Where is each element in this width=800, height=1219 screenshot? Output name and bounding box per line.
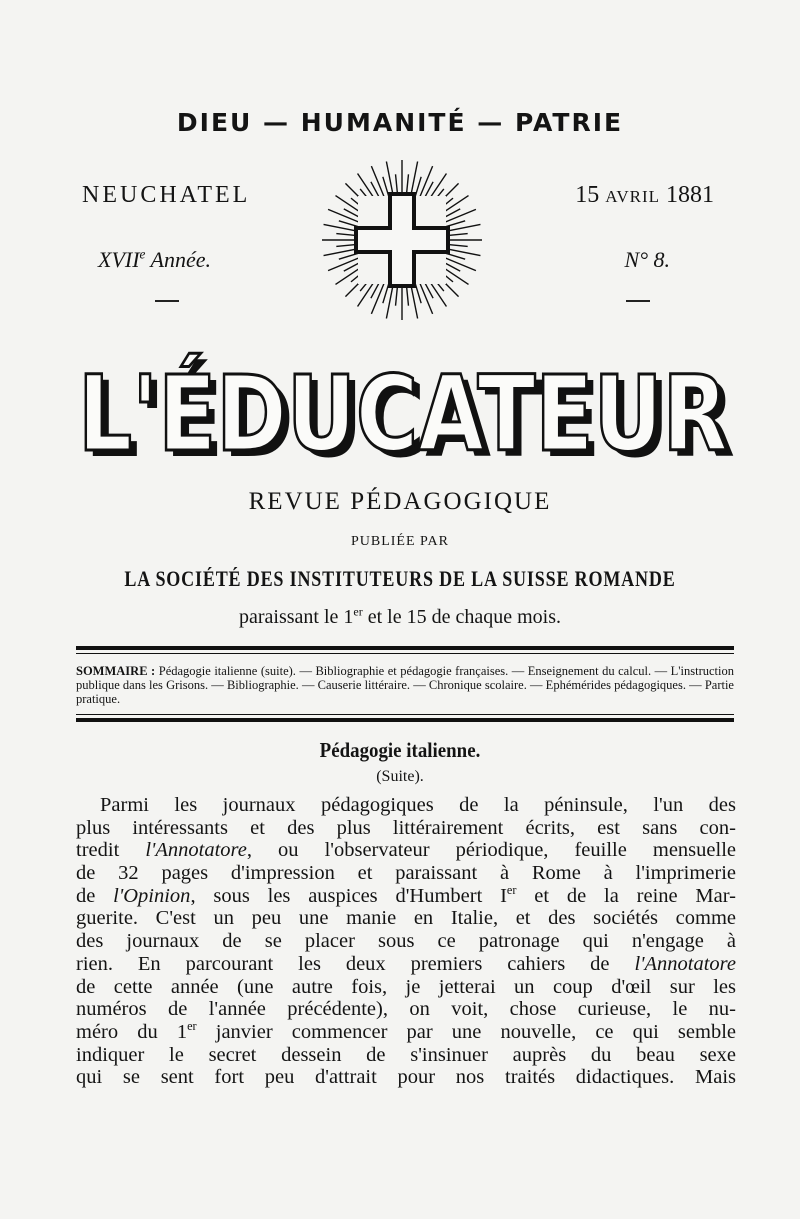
- issue-number: N° 8.: [624, 247, 670, 272]
- rule-top-thick: [76, 646, 734, 650]
- article-body: [76, 794, 736, 1089]
- society-name: LA SOCIÉTÉ DES INSTITUTEURS DE LA SUISSE ROMANDE: [124, 566, 676, 591]
- rule-bottom-thin: [76, 714, 734, 715]
- ornament-dash-left: [155, 300, 179, 302]
- swiss-cross-sunburst-icon: [318, 156, 486, 324]
- motto: DIEU — HUMANITÉ — PATRIE: [176, 108, 624, 137]
- article-line: numéros de l'année précédente), on voit, chose curieuse, le nu-: [76, 998, 736, 1021]
- article-subtitle: (Suite).: [376, 768, 424, 785]
- svg-text:L'ÉDUCATEUR: L'ÉDUCATEUR: [78, 353, 728, 475]
- volume-year: XVIIe Année.: [98, 246, 211, 272]
- article-line: plus intéressants et des plus littérairement écrits, est sans con-: [76, 816, 736, 839]
- rule-top-thin: [76, 653, 734, 654]
- article-line: de cette année (une autre fois, je jetterai un coup d'œil sur les: [76, 975, 736, 998]
- date-year: 1881: [666, 182, 714, 208]
- masthead-title: [68, 350, 738, 481]
- article-line: de l'Opinion, sous les auspices d'Humbert Ier et de la reine Mar-: [76, 882, 736, 907]
- publication-date: [575, 182, 714, 209]
- frequency-line: paraissant le 1er et le 15 de chaque mois.: [238, 604, 561, 628]
- article-line: tredit l'Annotatore, ou l'observateur périodique, feuille mensuelle: [76, 839, 736, 862]
- date-day: 15: [575, 182, 600, 208]
- article-line: des journaux de se placer sous ce patronage qui n'engage à: [76, 930, 736, 953]
- rule-bottom-thick: [76, 718, 734, 722]
- published-by-label: PUBLIÉE PAR: [350, 534, 449, 549]
- date-month: AVRIL: [605, 187, 660, 206]
- article-line: Parmi les journaux pédagogiques de la péninsule, l'un des: [100, 794, 736, 816]
- article-line: guerite. C'est un peu une manie en Italie, et des sociétés comme: [76, 907, 736, 930]
- article-title: Pédagogie italienne.: [319, 738, 481, 762]
- summary-block: SOMMAIRE : Pédagogie italienne (suite). — Bibliographie et pédagogie françaises. — Enseignement du calcul. — L'instruction publique dans les Grisons. — Bibliographie. — Causerie littéraire. — Chronique scolaire. — Ephémérides pédagogiques. — Partie pratique.: [76, 664, 734, 706]
- publication-place: NEUCHATEL: [82, 182, 251, 208]
- article-line: qui se sent fort peu d'attrait pour nos traités didactiques. Mais: [76, 1066, 736, 1089]
- article-line: indiquer le secret dessein de s'insinuer auprès du beau sexe: [76, 1043, 736, 1066]
- ornament-dash-right: [626, 300, 650, 302]
- article-line: rien. En parcourant les deux premiers cahiers de l'Annotatore: [76, 952, 736, 975]
- article-line: de 32 pages d'impression et paraissant à Rome à l'imprimerie: [76, 862, 736, 885]
- subtitle: REVUE PÉDAGOGIQUE: [248, 488, 552, 515]
- svg-text:L'ÉDUCATEUR: L'ÉDUCATEUR: [85, 359, 735, 481]
- article-line: méro du 1er janvier commencer par une nouvelle, ce qui semble: [76, 1019, 736, 1043]
